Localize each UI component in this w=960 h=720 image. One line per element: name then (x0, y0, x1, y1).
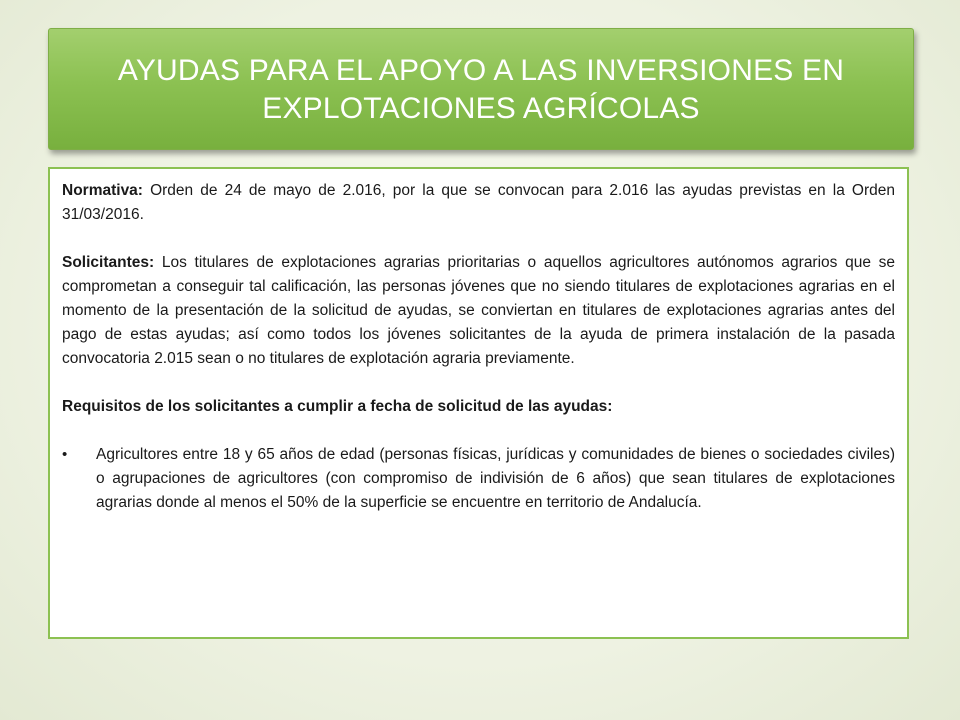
bullet-text: Agricultores entre 18 y 65 años de edad (personas físicas, jurídicas y comunidades de bienes o sociedades civiles) o agrupaciones de agricultores (con compromiso de indivisión de 6 años) que sean titulares de explotaciones agrarias donde al menos el 50% de la superficie se encuentre en territorio de Andalucía. (96, 446, 895, 511)
normativa-label: Normativa: (62, 182, 143, 199)
slide-title: AYUDAS PARA EL APOYO A LAS INVERSIONES EN EXPLOTACIONES AGRÍCOLAS (117, 54, 845, 125)
content-box (48, 167, 909, 639)
solicitantes-text: Los titulares de explotaciones agrarias prioritarias o aquellos agricultores autónomos agrarios que se comprometan a conseguir tal calificación, las personas jóvenes que no siendo titulares de explotaciones agrarias en el momento de la presentación de la solicitud de ayudas, se conviertan en titulares de explotaciones agrarias antes del pago de estas ayudas; así como todos los jóvenes solicitantes de la ayuda de primera instalación de la pasada convocatoria 2.015 sean o no titulares de explotación agraria previamente. (62, 254, 895, 367)
normativa-text: Orden de 24 de mayo de 2.016, por la que se convocan para 2.016 las ayudas previstas en la Orden 31/03/2016. (62, 182, 895, 223)
bullet-list-item (62, 443, 895, 515)
bullet-icon: • (62, 446, 68, 463)
slide-title-box (48, 28, 914, 150)
solicitantes-paragraph (62, 251, 895, 371)
requisitos-heading: Requisitos de los solicitantes a cumplir a fecha de solicitud de las ayudas: (62, 398, 613, 415)
solicitantes-label: Solicitantes: (62, 254, 155, 271)
normativa-paragraph (62, 179, 895, 227)
